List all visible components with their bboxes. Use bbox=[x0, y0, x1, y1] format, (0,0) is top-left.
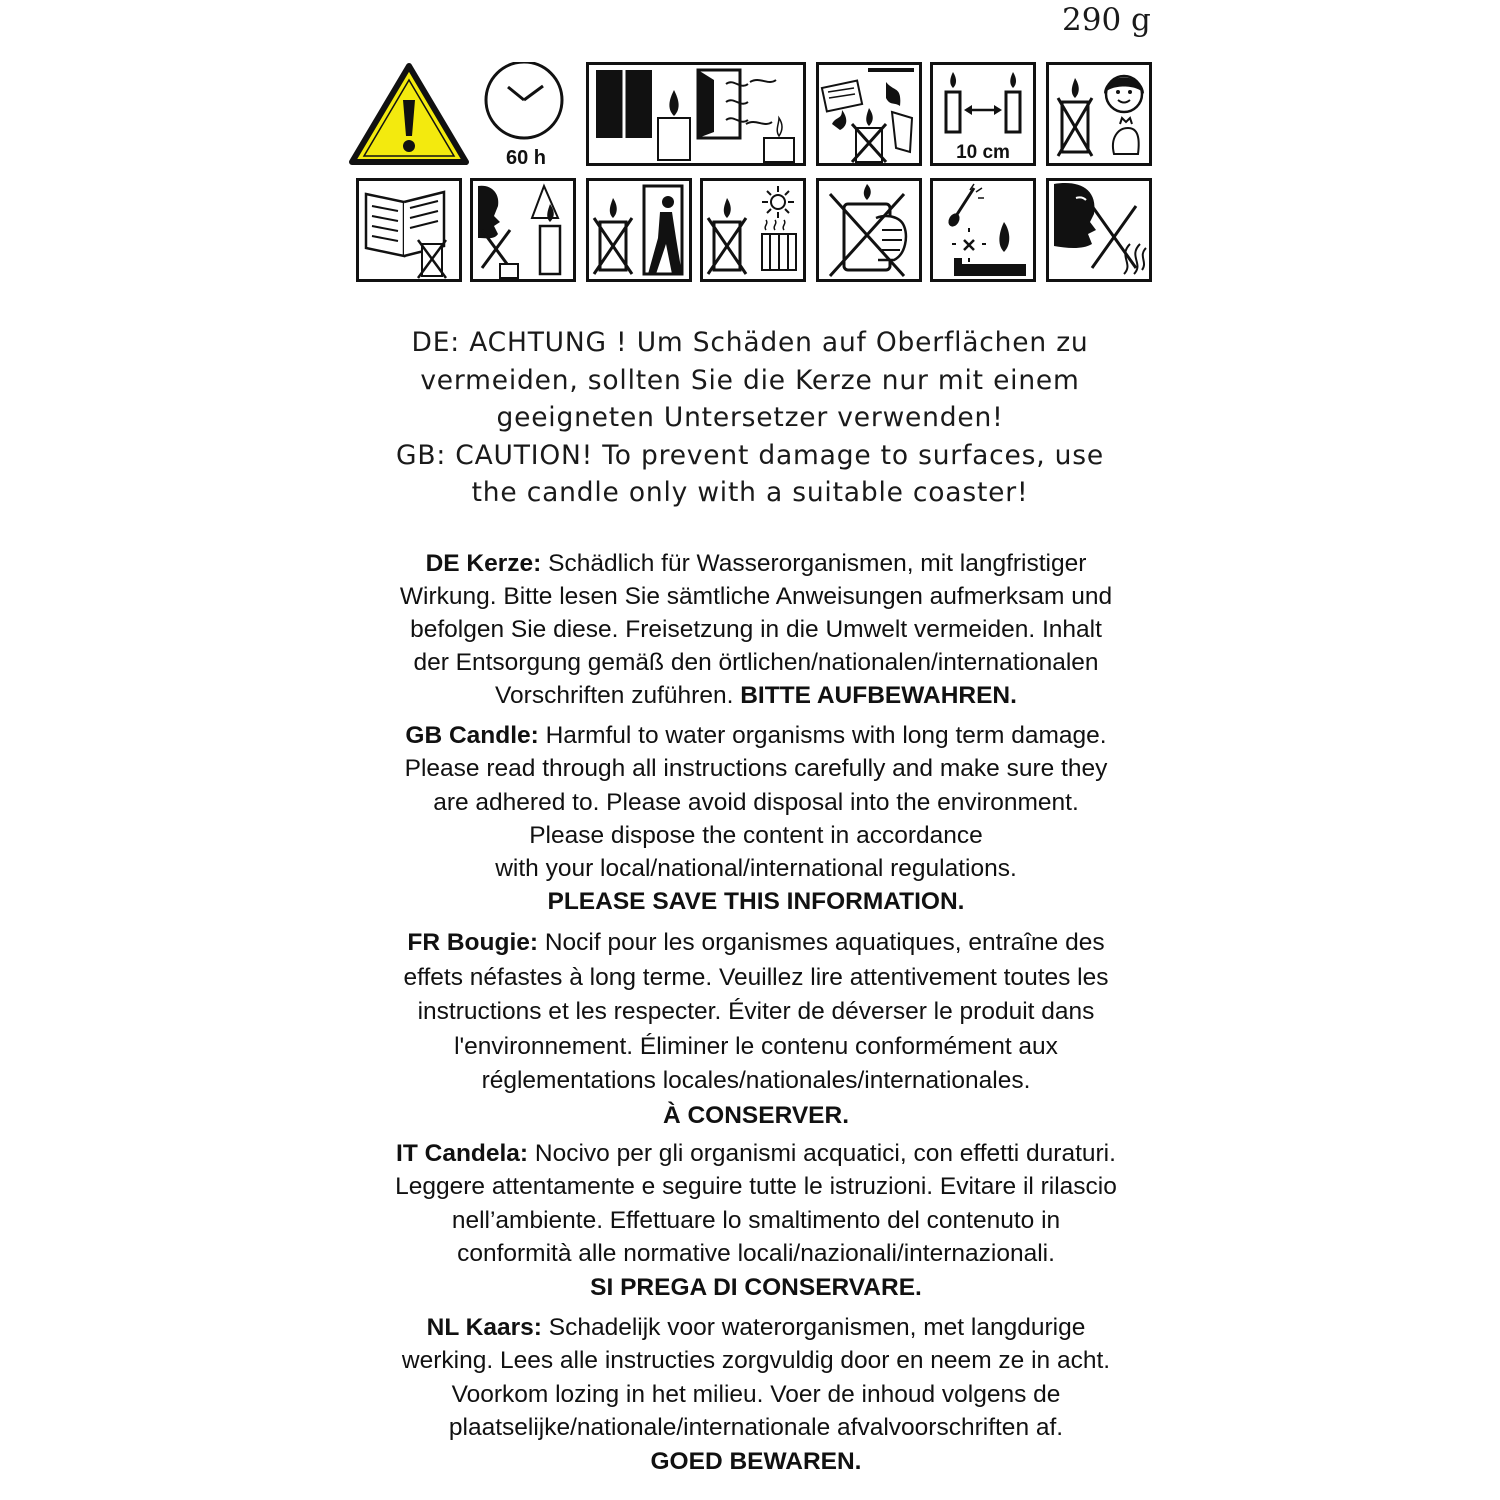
fr-section bbox=[350, 926, 1162, 1134]
do-not-move-burning-candle-icon bbox=[816, 178, 922, 282]
caution-line: DE: ACHTUNG ! Um Schäden auf Oberflächen zu bbox=[411, 327, 1089, 358]
gb-text: with your local/national/international regulations. bbox=[495, 855, 1017, 883]
fr-save-notice: À CONSERVER. bbox=[662, 1101, 850, 1129]
fr-text: réglementations locales/nationales/internationales. bbox=[481, 1067, 1031, 1095]
it-text: conformità alle normative locali/nazionali/internazionali. bbox=[457, 1240, 1055, 1268]
do-not-use-match-icon bbox=[930, 178, 1036, 282]
gb-text: Please dispose the content in accordance bbox=[529, 821, 983, 849]
warning-triangle-icon bbox=[348, 62, 470, 168]
do-not-blow-out-icon bbox=[470, 178, 576, 282]
it-section bbox=[350, 1137, 1162, 1304]
net-weight: 290 g bbox=[1062, 2, 1151, 38]
caution-line: geeigneten Untersetzer verwenden! bbox=[496, 402, 1004, 434]
gb-section bbox=[350, 719, 1162, 919]
no-draft-icon bbox=[586, 62, 806, 166]
it-text: Nocivo per gli organismi acquatici, con effetti duraturi. bbox=[528, 1140, 1116, 1167]
read-instructions-icon bbox=[356, 178, 462, 282]
keep-away-from-flammables-icon bbox=[816, 62, 922, 166]
it-label: IT Candela: bbox=[396, 1140, 529, 1167]
it-text: nell’ambiente. Effettuare lo smaltimento del contenuto in bbox=[451, 1206, 1061, 1234]
never-leave-unattended-icon bbox=[586, 178, 692, 282]
nl-text: Schadelijk voor waterorganismen, met langdurige bbox=[541, 1314, 1086, 1341]
caution-notice bbox=[350, 324, 1150, 512]
gb-text: Please read through all instructions carefully and make sure they bbox=[404, 755, 1108, 783]
nl-text: werking. Lees alle instructies zorgvuldig door en neem ze in acht. bbox=[401, 1347, 1111, 1375]
keep-away-from-heat-icon bbox=[700, 178, 806, 282]
nl-text: plaatselijke/nationale/internationale afvalvoorschriften af. bbox=[448, 1414, 1064, 1442]
de-text: Wirkung. Bitte lesen Sie sämtliche Anweisungen aufmerksam und bbox=[399, 583, 1113, 611]
caution-line: vermeiden, sollten Sie die Kerze nur mit einem bbox=[420, 364, 1080, 396]
candle-distance-icon bbox=[930, 62, 1036, 166]
de-text: Vorschriften zuführen. bbox=[495, 682, 741, 710]
keep-away-from-children-pets-icon bbox=[1046, 62, 1152, 166]
de-section bbox=[350, 547, 1162, 712]
de-save-notice: BITTE AUFBEWAHREN. bbox=[740, 682, 1017, 710]
burn-time-clock-icon bbox=[480, 62, 576, 170]
nl-save-notice: GOED BEWAREN. bbox=[650, 1447, 862, 1475]
caution-line: the candle only with a suitable coaster! bbox=[471, 477, 1029, 509]
de-text: befolgen Sie diese. Freisetzung in die Umwelt vermeiden. Inhalt bbox=[410, 616, 1102, 644]
nl-label: NL Kaars: bbox=[426, 1314, 542, 1341]
fr-text: Nocif pour les organismes aquatiques, entraîne des bbox=[538, 929, 1105, 956]
distance-label: 10 cm bbox=[956, 142, 1010, 163]
gb-label: GB Candle: bbox=[405, 722, 539, 749]
burn-time-label: 60 h bbox=[505, 147, 547, 169]
fr-text: instructions et les respecter. Éviter de déverser le produit dans bbox=[417, 998, 1095, 1026]
gb-save-notice: PLEASE SAVE THIS INFORMATION. bbox=[547, 888, 965, 916]
fr-text: effets néfastes à long terme. Veuillez lire attentivement toutes les bbox=[403, 963, 1109, 991]
nl-text: Voorkom lozing in het milieu. Voer de inhoud volgens de bbox=[451, 1380, 1061, 1408]
caution-line: GB: CAUTION! To prevent damage to surfaces, use bbox=[396, 439, 1104, 471]
gb-text: are adhered to. Please avoid disposal into the environment. bbox=[433, 788, 1079, 816]
de-text: der Entsorgung gemäß den örtlichen/nationalen/internationalen bbox=[413, 649, 1099, 677]
fr-label: FR Bougie: bbox=[407, 929, 539, 956]
de-text: Schädlich für Wasserorganismen, mit langfristiger bbox=[541, 550, 1087, 577]
do-not-inhale-smoke-icon bbox=[1046, 178, 1152, 282]
fr-text: l'environnement. Éliminer le contenu conformément aux bbox=[454, 1032, 1058, 1060]
gb-text: Harmful to water organisms with long term damage. bbox=[538, 722, 1107, 749]
nl-section bbox=[350, 1311, 1162, 1478]
it-text: Leggere attentamente e seguire tutte le istruzioni. Evitare il rilascio bbox=[395, 1173, 1117, 1201]
de-label: DE Kerze: bbox=[425, 550, 542, 577]
it-save-notice: SI PREGA DI CONSERVARE. bbox=[590, 1273, 922, 1301]
